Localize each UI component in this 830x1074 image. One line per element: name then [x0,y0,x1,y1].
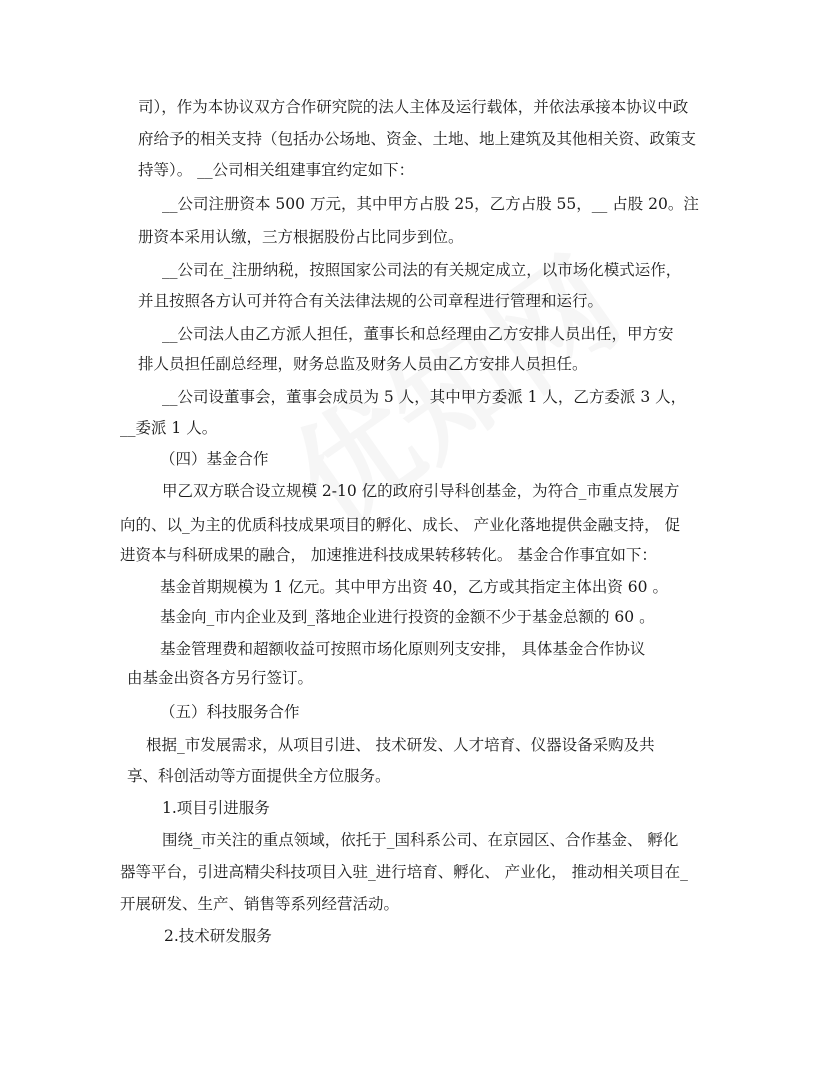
text-line: __公司在_注册纳税，按照国家公司法的有关规定成立，以市场化模式运作， [162,261,682,279]
text-line: 根据_市发展需求，从项目引进、 技术研发、人才培育、仪器设备采购及共 [146,736,655,754]
subsection-heading: 2.技术研发服务 [164,927,272,945]
text-line: 开展研发、生产、销售等系列经营活动。 [120,895,400,913]
text-line: 围绕_市关注的重点领域，依托于_国科系公司、在京园区、合作基金、 孵化 [162,831,679,849]
text-line: 向的、以_为主的优质科技成果项目的孵化、成长、 产业化落地提供金融支持， 促 [120,516,681,534]
text-line: 府给予的相关支持（包括办公场地、资金、土地、地上建筑及其他相关资、政策支 [138,130,697,148]
text-line: 基金管理费和超额收益可按照市场化原则列支安排， 具体基金合作协议 [160,640,646,658]
text-line: 甲乙双方联合设立规模 2-10 亿的政府引导科创基金，为符合_市重点发展方 [162,482,680,500]
text-line: __委派 1 人。 [120,419,218,437]
text-line: 基金首期规模为 1 亿元。其中甲方出资 40，乙方或其指定主体出资 60 。 [160,578,668,596]
text-line: 司），作为本协议双方合作研究院的法人主体及运行载体，并依法承接本协议中政 [138,98,689,116]
text-line: 基金向_市内企业及到_落地企业进行投资的金额不少于基金总额的 60 。 [160,608,655,626]
text-line: __公司注册资本 500 万元，其中甲方占股 25，乙方占股 55，__ 占股 20。注 [162,195,699,213]
text-line: 由基金出资各方另行签订。 [127,669,314,687]
text-line: 享、科创活动等方面提供全方位服务。 [127,767,391,785]
text-line: 持等）。 __公司相关组建事宜约定如下： [138,161,415,179]
text-line: __公司设董事会，董事会成员为 5 人，其中甲方委派 1 人，乙方委派 3 人， [162,388,687,406]
subsection-heading: 1.项目引进服务 [162,799,270,817]
text-line: __公司法人由乙方派人担任，董事长和总经理由乙方安排人员出任，甲方安 [162,325,674,343]
text-line: 册资本采用认缴，三方根据股份占比同步到位。 [138,228,464,246]
text-line: 并且按照各方认可并符合有关法律法规的公司章程进行管理和运行。 [138,292,604,310]
section-heading: （四）基金合作 [160,450,269,468]
section-heading: （五）科技服务合作 [160,703,300,721]
text-line: 排人员担任副总经理，财务总监及财务人员由乙方安排人员担任。 [138,355,588,373]
text-line: 进资本与科研成果的融合， 加速推进科技成果转移转化。 基金合作事宜如下： [120,546,657,564]
text-line: 器等平台，引进高精尖科技项目入驻_进行培育、孵化、 产业化， 推动相关项目在_ [120,863,688,881]
